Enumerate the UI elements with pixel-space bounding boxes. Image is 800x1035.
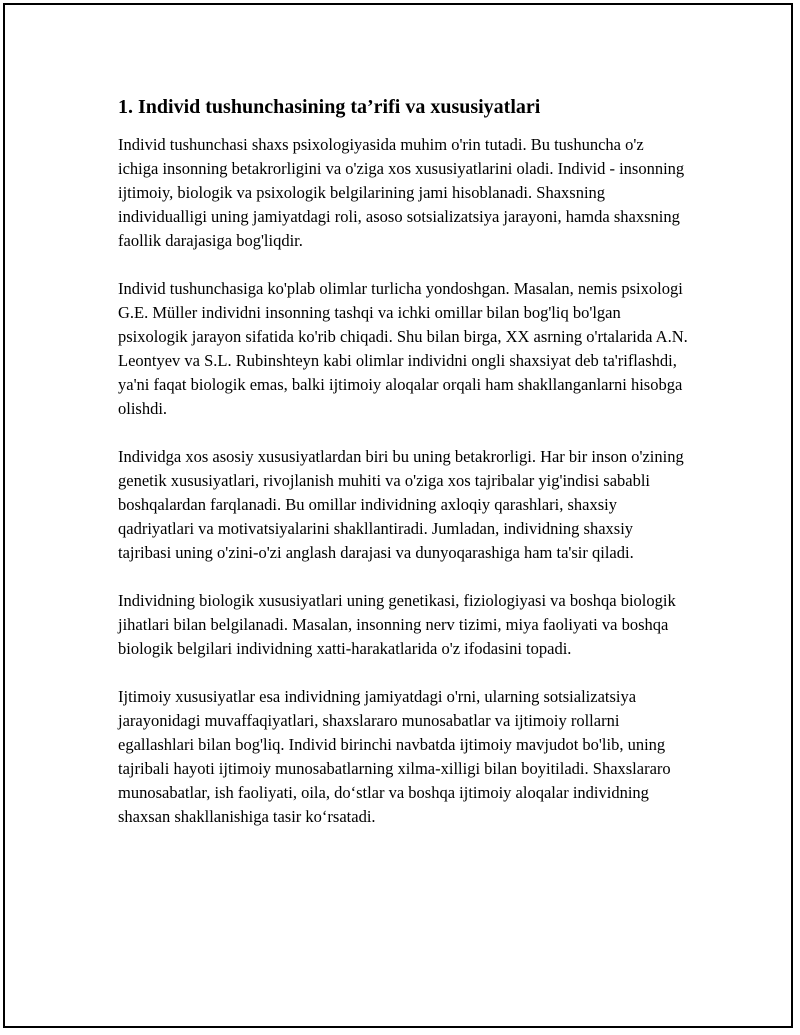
document-body <box>118 94 688 853</box>
paragraph-scholars: Individ tushunchasiga ko'plab olimlar turlicha yondoshgan. Masalan, nemis psixologi G.E. Müller individni insonning tashqi va ichki omillar bilan bog'liq bo'lgan psixologik jarayon sifatida ko'rib chiqadi. Shu bilan birga, XX asrning o'rtalarida A.N. Leontyev va S.L. Rubinshteyn kabi olimlar individni ongli shaxsiyat deb ta'riflashdi, ya'ni faqat biologik emas, balki ijtimoiy aloqalar orqali ham shakllanganlarni hisobga olishdi. <box>118 279 688 418</box>
paragraph-social: Ijtimoiy xususiyatlar esa individning jamiyatdagi o'rni, ularning sotsializatsiya jarayonidagi muvaffaqiyatlari, shaxslararo munosabatlar va ijtimoiy rollarni egallashlari bilan bog'liq. Individ birinchi navbatda ijtimoiy mavjudot bo'lib, uning tajribali hayoti ijtimoiy munosabatlarning xilma-xilligi bilan boyitiladi. Shaxslararo munosabatlar, ish faoliyati, oila, do‘stlar va boshqa ijtimoiy aloqalar individning shaxsan shakllanishiga tasir ko‘rsatadi. <box>118 687 671 826</box>
paragraph-biological: Individning biologik xususiyatlari uning genetikasi, fiziologiyasi va boshqa biologik jihatlari bilan belgilanadi. Masalan, insonning nerv tizimi, miya faoliyati va boshqa biologik belgilari individning xatti-harakatlarida o'z ifodasini topadi. <box>118 591 676 658</box>
paragraph-uniqueness: Individga xos asosiy xususiyatlardan biri bu uning betakrorligi. Har bir inson o'zining genetik xususiyatlari, rivojlanish muhiti va o'ziga xos tajribalar yig'indisi sababli boshqalardan farqlanadi. Bu omillar individning axloqiy qarashlari, shaxsiy qadriyatlari va motivatsiyalarini shakllantiradi. Jumladan, individning shaxsiy tajribasi uning o'zini-o'zi anglash darajasi va dunyoqarashiga ham ta'sir qiladi. <box>118 447 684 562</box>
section-heading: 1. Individ tushunchasining ta’rifi va xususiyatlari <box>118 96 541 118</box>
paragraph-definition: Individ tushunchasi shaxs psixologiyasida muhim o'rin tutadi. Bu tushuncha o'z ichiga insonning betakrorligini va o'ziga xos xususiyatlarini oladi. Individ - insonning ijtimoiy, biologik va psixologik belgilarining jami hisoblanadi. Shaxsning individualligi uning jamiyatdagi roli, asoso sotsializatsiya jarayoni, hamda shaxsning faollik darajasiga bog'liqdir. <box>118 135 685 250</box>
